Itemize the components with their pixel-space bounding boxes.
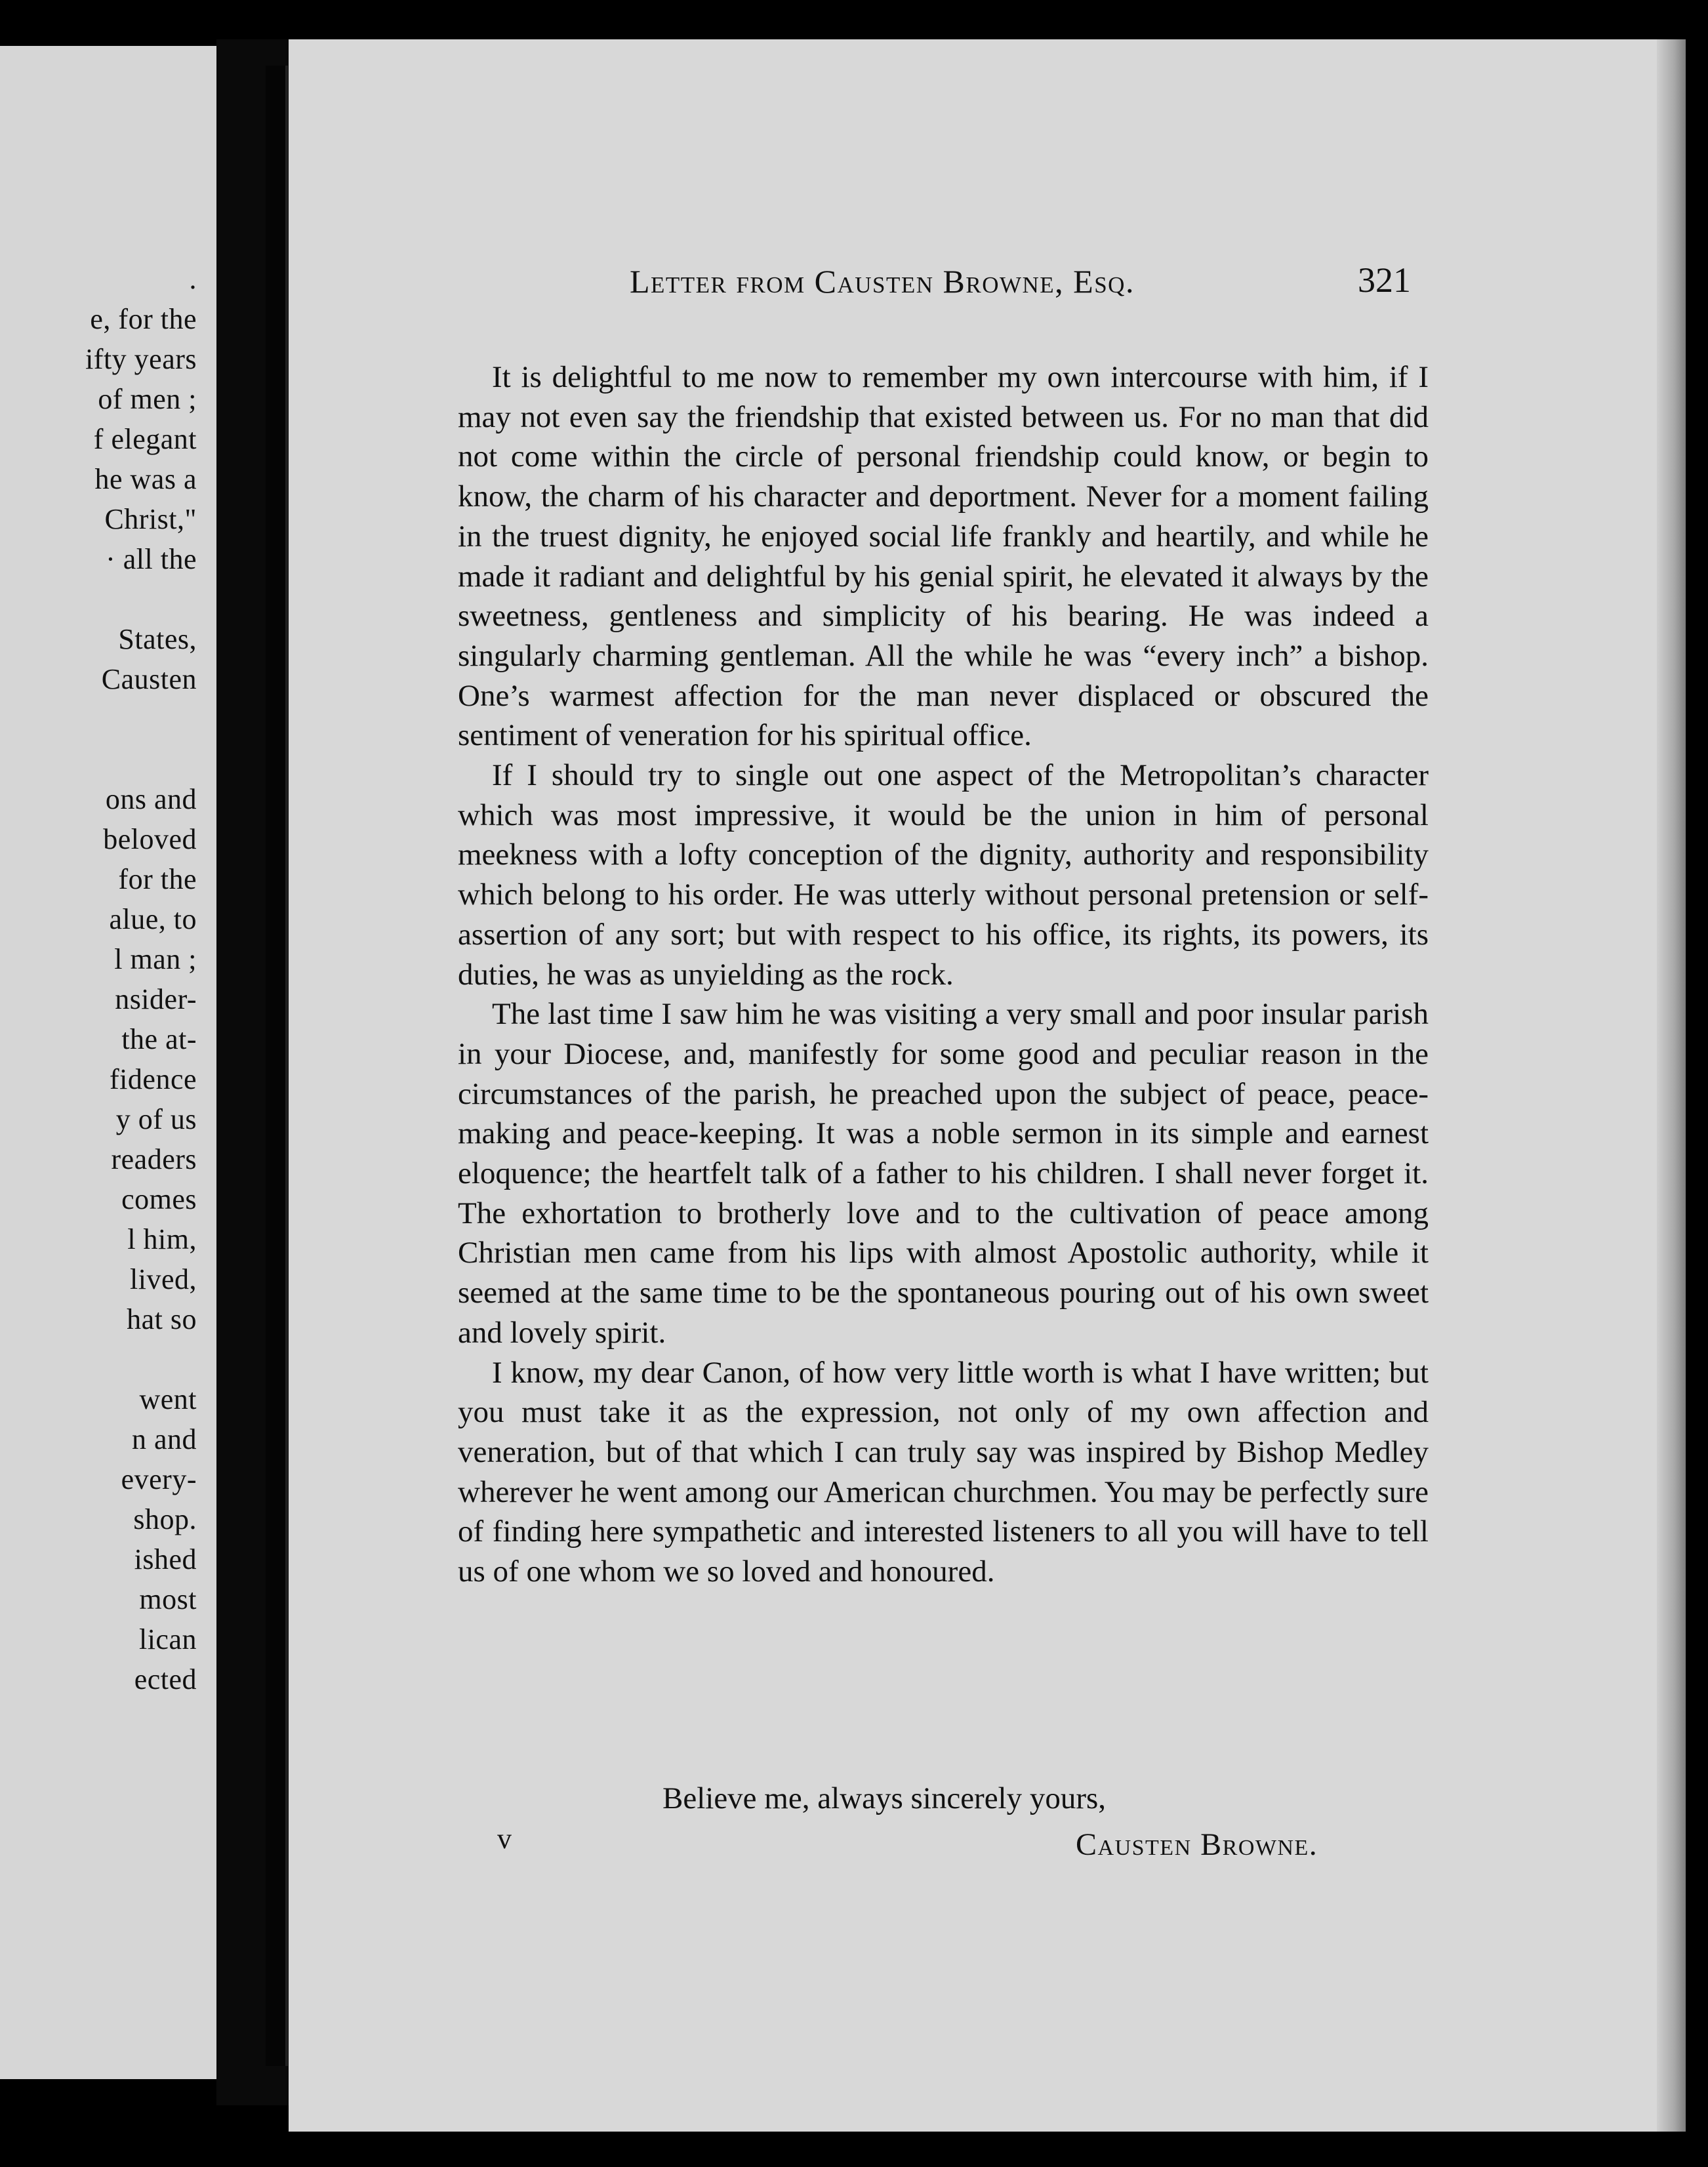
facing-page-line: nsider-	[115, 983, 197, 1015]
facing-page-line: beloved	[103, 823, 197, 855]
facing-page-line: every-	[121, 1463, 197, 1495]
page-edge	[266, 66, 288, 2066]
facing-page-line: of men ;	[98, 383, 197, 415]
facing-page-line: .	[189, 263, 197, 295]
running-head: Letter from Causten Browne, Esq.	[630, 263, 1135, 300]
facing-page-line: lived,	[130, 1263, 197, 1295]
facing-page-line: Christ,"	[104, 503, 197, 535]
letter-signature: Causten Browne.	[1076, 1827, 1318, 1862]
facing-page-line: fidence	[110, 1063, 197, 1095]
facing-page-line: ons and	[105, 783, 197, 815]
paragraph: The last time I saw him he was visiting a very small and poor insular parish in your Diocese, and, manifestly for some good and peculiar reason in the circumstances of the parish, he preached upon the subject of peace, peace-making and peace-keeping. It was a noble sermon in its simple and earnest eloquence; the heartfelt talk of a father to his children. I shall never forget it. The exhortation to brotherly love and to the cultivation of peace among Christian men came from his lips with almost Apostolic authority, while it seemed at the same time to be the spontaneous pouring out of his own sweet and lovely spirit.	[458, 997, 1429, 1350]
signature-mark: v	[497, 1823, 512, 1855]
main-page	[289, 39, 1686, 2132]
facing-page-line: most	[139, 1583, 197, 1615]
facing-page-line: alue, to	[109, 903, 197, 935]
facing-page-line: l him,	[127, 1223, 197, 1255]
facing-page-fragment	[0, 46, 216, 2079]
facing-page-line: e, for the	[90, 303, 197, 335]
facing-page-line: readers	[111, 1143, 197, 1175]
page-number: 321	[1358, 260, 1411, 300]
facing-page-line: l man ;	[114, 943, 197, 975]
facing-page-line: comes	[121, 1183, 197, 1215]
facing-page-line: ected	[134, 1663, 197, 1695]
facing-page-line: the at-	[121, 1023, 197, 1055]
facing-page-line: States,	[118, 623, 197, 655]
facing-page-line: f elegant	[93, 423, 197, 455]
facing-page-line: ished	[134, 1543, 197, 1575]
facing-page-line: hat so	[127, 1303, 197, 1335]
facing-page-line: shop.	[133, 1503, 197, 1535]
paragraph: It is delightful to me now to remember my own intercourse with him, if I may not even say the friendship that existed between us. For no man that did not come within the circle of personal friendship could know, or begin to know, the charm of his character and deportment. Never for a moment failing in the truest dignity, he enjoyed social life frankly and heartily, and while he made it radiant and delightful by his genial spirit, he elevated it always by the sweetness, gentleness and simplicity of his bearing. He was indeed a singularly charming gentleman. All the while he was “every inch” a bishop. One’s warmest affection for the man never displaced or obscured the sentiment of veneration for his spiritual office.	[458, 360, 1429, 753]
paragraph: I know, my dear Canon, of how very little worth is what I have written; but you must take it as the expression, not only of my own affection and veneration, but of that which I can truly say was inspired by Bishop Medley wherever he went among our American churchmen. You may be perfectly sure of finding here sympathetic and interested listeners to all you will have to tell us of one whom we so loved and honoured.	[458, 1355, 1429, 1589]
facing-page-line: ifty years	[85, 343, 197, 375]
facing-page-line: · all the	[106, 543, 197, 575]
facing-page-line: lican	[138, 1623, 197, 1655]
letter-closing: Believe me, always sincerely yours,	[662, 1781, 1107, 1815]
facing-page-line: went	[139, 1383, 197, 1415]
facing-page-line: n and	[131, 1423, 197, 1455]
facing-page-line: he was a	[94, 463, 197, 495]
facing-page-line: for the	[118, 863, 197, 895]
paragraph: If I should try to single out one aspect of the Metropolitan’s character which was most impressive, it would be the union in him of personal meekness with a lofty conception of the dignity, authority and responsibility which belong to his order. He was utterly without personal pretension or self-assertion of any sort; but with respect to his office, its rights, its powers, its duties, he was as unyielding as the rock.	[458, 758, 1429, 992]
facing-page-line: Causten	[101, 663, 197, 695]
page-edge-shadow	[1657, 39, 1686, 2132]
facing-page-line: y of us	[115, 1103, 197, 1135]
letter-body	[458, 357, 1429, 1592]
